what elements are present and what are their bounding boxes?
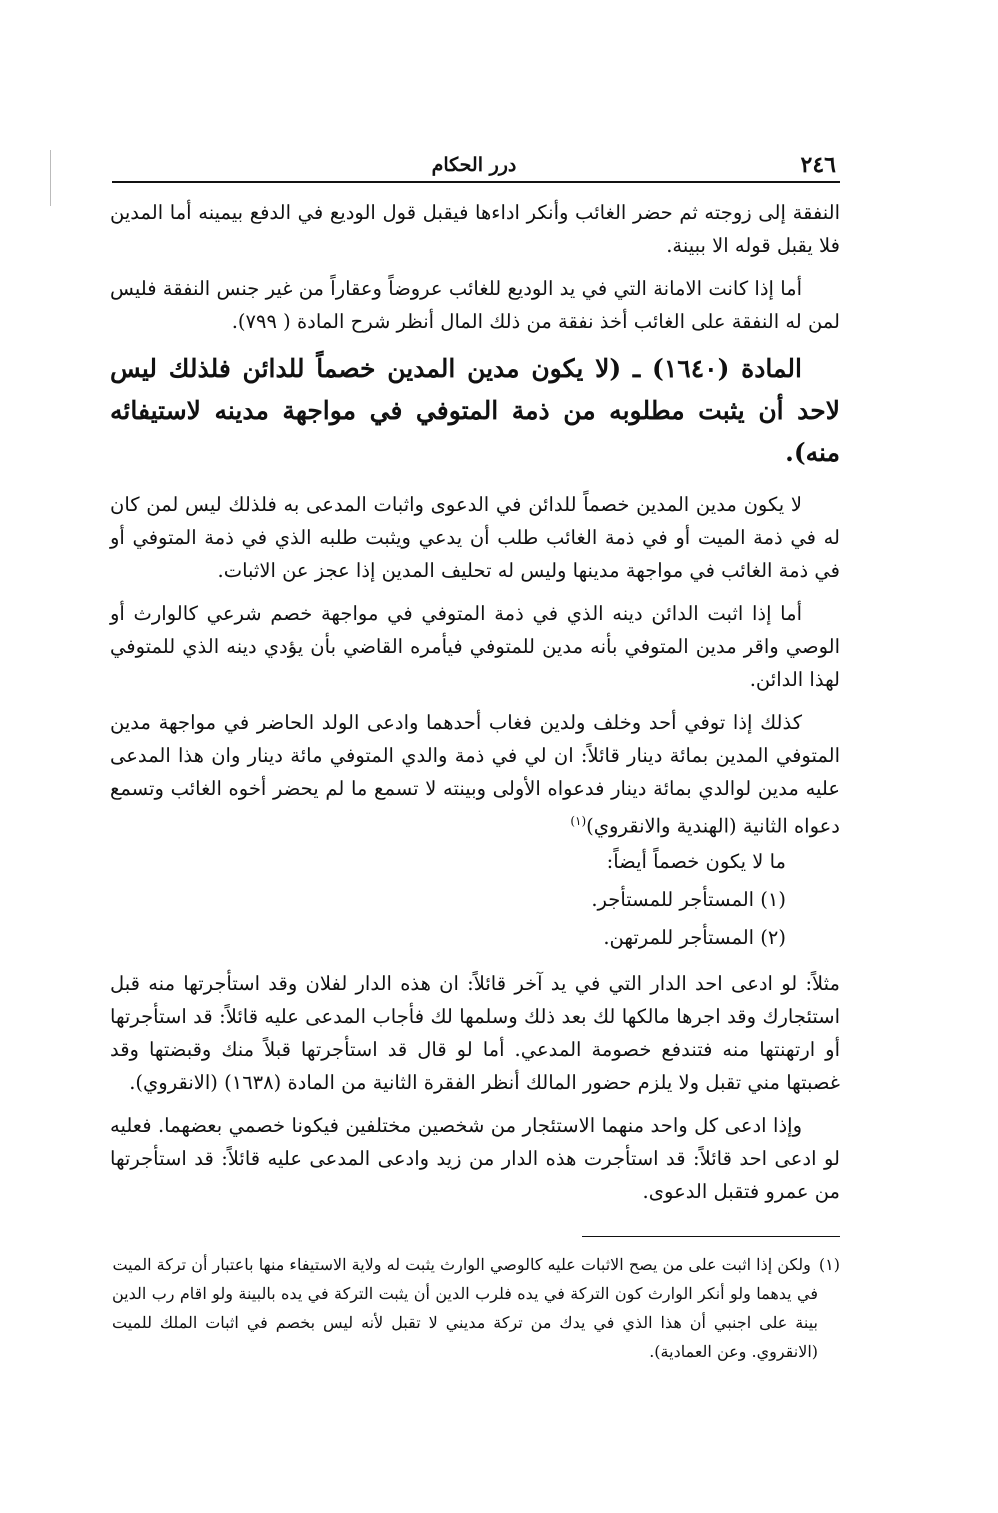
paragraph: مثلاً: لو ادعى احد الدار التي في يد آخر قائلاً: ان هذه الدار لفلان وقد استأجرتها منه قبل استئجارك وقد اجرها مالكها لك بعد ذلك وسلمها لك فأجاب المدعى عليه قائلاً: قد استأجرتها أو ارتهنتها منه فتندفع خصومة المدعي. أما لو قال قد استأجرتها قبلاً منك وقبضتها وقد غصبتها مني تقبل ولا يلزم حضور المالك أنظر الفقرة الثانية من المادة (١٦٣٨) (الانقروي). xyxy=(110,971,840,1094)
page-number: ٢٤٦ xyxy=(800,152,836,178)
paragraph: لا يكون مدين المدين خصماً للدائن في الدعوى واثبات المدعى به فلذلك ليس لمن كان له في ذمة الميت أو في ذمة الغائب طلب أن يدعي ويثبت طلبه الذي في ذمة المتوفي أو في ذمة الغائب في مواجهة مدينها وليس له تحليف المدين إذا عجز عن الاثبات. xyxy=(110,493,840,582)
paragraph xyxy=(110,706,840,843)
footnote-reference: (١) xyxy=(570,814,587,828)
paragraph-continued: النفقة إلى زوجته ثم حضر الغائب وأنكر اداءها فيقبل قول الوديع في الدفع بيمينه أما المدين فلا يقبل قوله الا ببينة. xyxy=(110,201,840,257)
paragraph: أما إذا كانت الامانة التي في يد الوديع للغائب عروضاً وعقاراً من غير جنس النفقة فليس لمن له النفقة على الغائب أخذ نفقة من ذلك المال أنظر شرح المادة ( ٧٩٩). xyxy=(110,277,840,333)
footnote xyxy=(112,1250,840,1279)
paragraph-text: كذلك إذا توفي أحد وخلف ولدين فغاب أحدهما وادعى الولد الحاضر في مواجهة مدين المتوفي المدين بمائة دينار قائلاً: ان لي في ذمة والدي المتوفي مائة دينار وان هذا المدعى عليه مدين لوالدي بمائة دينار فدعواه الأولى وبينته لا تسمع ما لم يحضر أخوه الغائب وتسمع دعواه الثانية (الهندية والانقروي) xyxy=(110,711,840,838)
margin-mark xyxy=(50,150,51,206)
main-text xyxy=(110,196,840,1208)
list-item: (٢) المستأجر للمرتهن. xyxy=(603,925,786,949)
footnote-text: ولكن إذا اثبت على من يصح الاثبات عليه كالوصي الوارث يثبت له ولاية الاستيفاء منها باعتبار أن تركة الميت xyxy=(112,1255,811,1274)
list-item: (١) المستأجر للمستأجر. xyxy=(591,887,786,911)
footnote-number: (١) xyxy=(818,1255,840,1274)
list xyxy=(110,843,840,957)
running-title: درر الحكام xyxy=(431,154,517,176)
header-rule xyxy=(112,181,840,183)
page-header xyxy=(112,152,836,180)
footnotes xyxy=(112,1250,840,1366)
footnote-continued: في يدهما ولو أنكر الوارث كون التركة في يده فلرب الدين أن يثبت التركة في يده بالبينة ولو اقام رب الدين بينة على اجنبي أن هذا الذي في يدك من تركة مديني لا تقبل لأنه ليس بخصم في اثبات الملك للميت (الانقروي. وعن العمادية). xyxy=(112,1284,818,1361)
article-heading: المادة (١٦٤٠) ـ (لا يكون مدين المدين خصماً للدائن فلذلك ليس لاحد أن يثبت مطلوبه من ذمة المتوفي في مواجهة مدينه لاستيفائه منه). xyxy=(110,354,840,467)
footnote-rule xyxy=(582,1236,840,1237)
paragraph: وإذا ادعى كل واحد منهما الاستئجار من شخصين مختلفين فيكونا خصمي بعضهما. فعليه لو ادعى احد قائلاً: قد استأجرت هذه الدار من زيد وادعى المدعى عليه قائلاً: قد استأجرتها من عمرو فتقبل الدعوى. xyxy=(110,1113,840,1203)
paragraph: أما إذا اثبت الدائن دينه الذي في ذمة المتوفي في مواجهة خصم شرعي كالوارث أو الوصي واقر مدين المتوفي بأنه مدين للمتوفي فيأمره القاضي بأن يؤدي دينه الذي للمتوفي لهذا الدائن. xyxy=(110,602,840,691)
list-intro: ما لا يكون خصماً أيضاً: xyxy=(606,849,786,873)
